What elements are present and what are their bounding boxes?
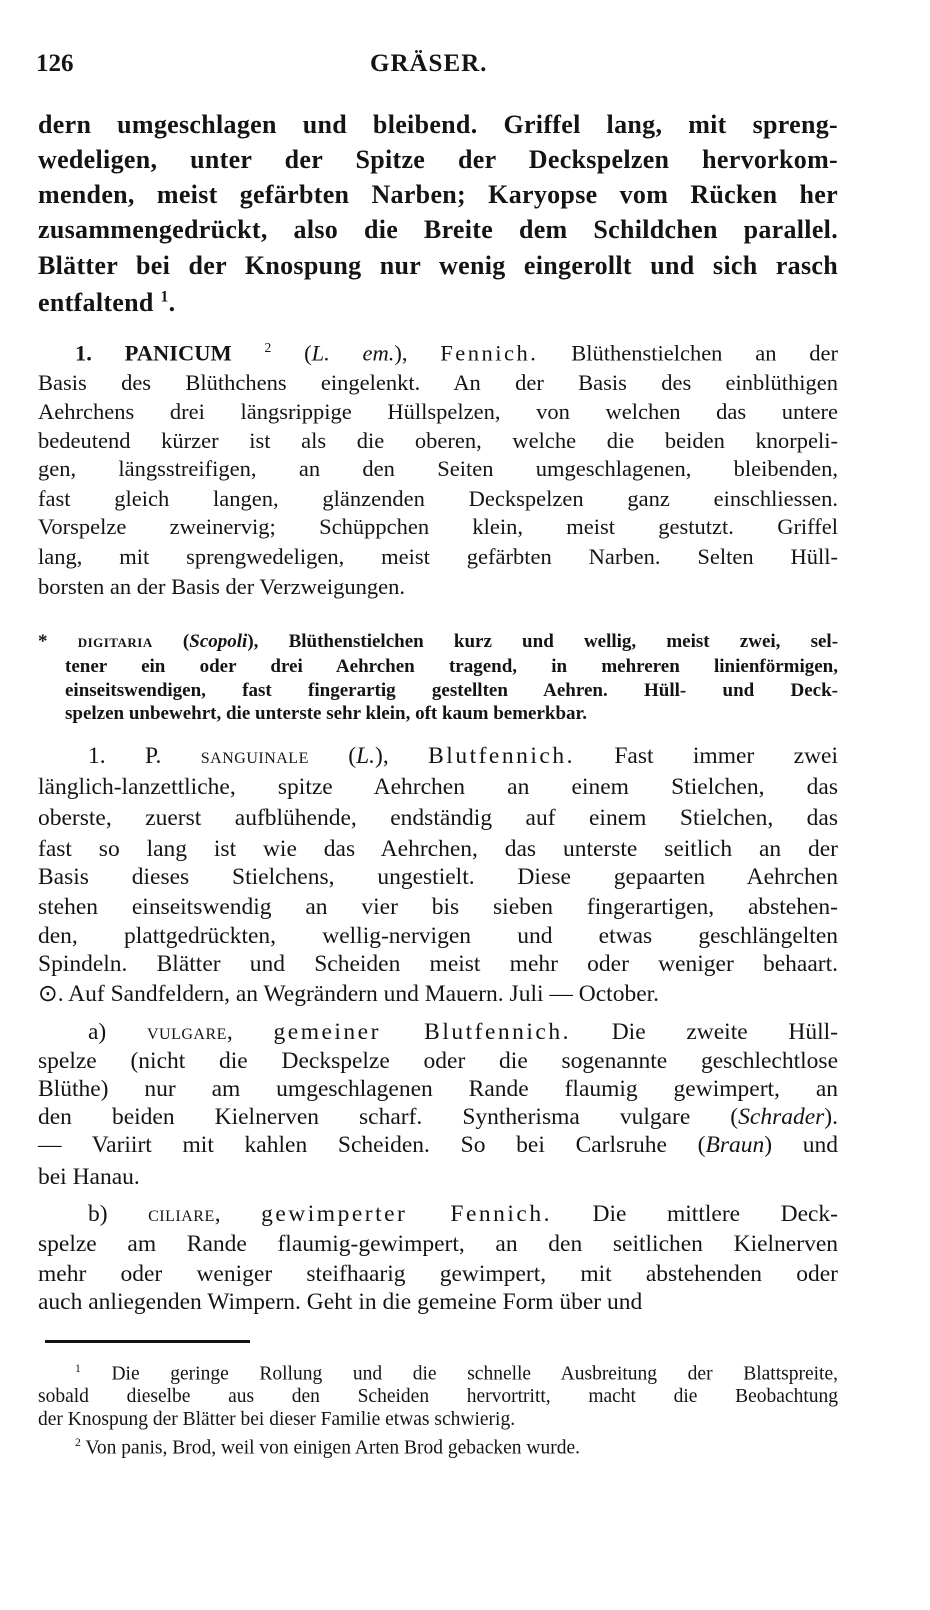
text-line [38, 631, 838, 653]
text-segment: der Knospung der Blätter bei dieser Familie etwas schwierig. [38, 1409, 516, 1430]
text-segment: mehr oder weniger steifhaarig gewimpert, mit abstehenden oder [38, 1261, 838, 1287]
text-segment: fast gleich langen, glänzenden Deckspelzen ganz einschliessen. [38, 486, 838, 511]
text-segment: Blätter bei der Knospung nur wenig eingerollt und sich rasch [38, 251, 838, 280]
text-line [38, 805, 838, 832]
text-segment: spelze am Rande flaumig-gewimpert, an den seitlichen Kielnerven [38, 1231, 838, 1257]
text-line [38, 574, 838, 600]
text-line [75, 1362, 838, 1386]
text-segment: Von panis, Brod, weil von einigen Arten Brod gebacken wurde. [80, 1437, 580, 1459]
text-line [38, 1231, 838, 1258]
text-line [38, 951, 838, 978]
text-segment: lang, mit sprengwedeligen, meist gefärbten Narben. Selten Hüll- [38, 544, 838, 569]
text-line [65, 656, 838, 678]
text-segment: * [38, 631, 78, 652]
text-segment: vulgare [146, 1019, 227, 1045]
text-segment: ciliare [148, 1201, 215, 1227]
text-line [65, 703, 838, 725]
text-segment: länglich-lanzettliche, spitze Aehrchen an einem Stielchen, das [38, 774, 838, 800]
text-line [38, 456, 838, 482]
text-segment: L. em. [311, 340, 395, 366]
text-line [38, 864, 838, 891]
text-segment: Blutfennich. [428, 743, 575, 769]
text-segment: sanguinale [200, 743, 309, 769]
text-segment: Aehrchens drei längsrippige Hüllspelzen, von welchen das untere [38, 399, 838, 424]
text-segment: menden, meist gefärbten Narben; Karyopse vom Rücken her [38, 180, 838, 209]
text-segment: spelze (nicht die Deckspelze oder die sogenannte geschlechtlose [38, 1048, 838, 1074]
text-segment: Blüthe) nur am umgeschlagenen Rande flaumig gewimpert, an [38, 1076, 838, 1102]
text-segment: Basis des Blüthchens eingelenkt. An der Basis des einblüthigen [38, 370, 838, 395]
text-line [38, 979, 838, 1008]
text-line [38, 215, 838, 245]
text-line [38, 774, 838, 801]
text-segment: borsten an der Basis der Verzweigungen. [38, 574, 405, 599]
text-line [38, 145, 838, 175]
text-segment: L. [356, 743, 376, 769]
text-segment: Die mittlere Deck- [552, 1201, 839, 1227]
text-segment: den beiden Kielnerven scharf. Syntherisma vulgare ( [38, 1104, 739, 1130]
text-line [38, 1048, 838, 1075]
text-segment: Vorspelze zweinervig; Schüppchen klein, meist gestutzt. Griffel [38, 514, 838, 539]
text-segment: Spindeln. Blätter und Scheiden meist mehr oder weniger behaart. [38, 951, 838, 977]
text-segment: , [214, 1201, 262, 1227]
text-segment: . [168, 288, 176, 317]
text-segment: digitaria [77, 631, 153, 652]
text-segment: ( [308, 743, 357, 769]
text-segment: b) [88, 1201, 149, 1227]
text-line [38, 288, 838, 318]
text-segment: — Variirt mit kahlen Scheiden. So bei Carlsruhe ( [38, 1132, 706, 1158]
text-line [88, 1201, 838, 1228]
text-line [38, 1386, 838, 1408]
text-segment: 2 [264, 340, 272, 355]
text-segment: wedeligen, unter der Spitze der Deckspelzen hervorkom- [38, 145, 838, 174]
text-line [65, 680, 838, 702]
text-segment: den, plattgedrückten, wellig-nervigen und etwas geschlängelten [38, 923, 838, 949]
text-segment: dern umgeschlagen und bleibend. Griffel lang, mit spreng- [38, 110, 838, 139]
text-line [38, 836, 838, 863]
text-segment: oberste, zuerst aufblühende, endständig auf einem Stielchen, das [38, 805, 838, 831]
text-segment: Fennich. [440, 340, 539, 366]
text-line [38, 1132, 838, 1159]
text-segment: Basis dieses Stielchens, ungestielt. Diese gepaarten Aehrchen [38, 864, 838, 890]
text-segment: zusammengedrückt, also die Breite dem Schildchen parallel. [38, 215, 838, 244]
text-line [38, 923, 838, 950]
text-line [38, 110, 838, 140]
text-segment: 1. P. [88, 743, 201, 769]
text-segment: stehen einseitswendig an vier bis sieben fingerartigen, abstehen- [38, 894, 838, 920]
running-title: GRÄSER. [370, 50, 488, 77]
text-segment: 1 [160, 288, 169, 306]
text-line [38, 428, 838, 454]
text-segment: Fast immer zwei [574, 743, 838, 769]
text-segment: ), Blüthenstielchen kurz und wellig, meist zwei, sel- [247, 631, 839, 652]
text-line [38, 486, 838, 512]
text-line [75, 340, 838, 367]
text-line [88, 1019, 838, 1046]
text-segment: sobald dieselbe aus den Scheiden hervortritt, macht die Beobachtung [38, 1386, 838, 1407]
text-line [88, 743, 838, 770]
text-line [38, 370, 838, 396]
text-segment: ). [824, 1104, 838, 1130]
page-number: 126 [36, 50, 74, 77]
text-segment: ), [394, 340, 441, 366]
text-segment: bedeutend kürzer ist als die oberen, welche die beiden knorpeli- [38, 428, 838, 453]
text-line [75, 1436, 838, 1460]
text-line [38, 894, 838, 921]
text-segment: 1 [75, 1362, 81, 1375]
text-segment: Blüthenstielchen an der [538, 340, 838, 366]
text-segment: Scopoli [189, 631, 248, 652]
text-line [38, 1104, 838, 1131]
text-segment: ( [271, 340, 312, 366]
text-segment: ) und [764, 1132, 838, 1158]
text-line [38, 399, 838, 425]
text-segment: entfaltend [38, 288, 161, 317]
text-line [38, 1289, 838, 1316]
text-segment: gewimperter Fennich. [261, 1201, 552, 1227]
text-segment: Braun [705, 1132, 765, 1158]
text-line [38, 1409, 838, 1431]
text-segment: Schrader [738, 1104, 825, 1130]
text-segment: auch anliegenden Wimpern. Geht in die gemeine Form über und [38, 1289, 643, 1315]
text-segment: 1. PANICUM [75, 340, 265, 366]
text-segment: ⊙. Auf Sandfeldern, an Wegrändern und Mauern. Juli — October. [38, 981, 660, 1007]
text-segment: einseitswendigen, fast fingerartig gestellten Aehren. Hüll- und Deck- [65, 680, 838, 701]
text-segment: gemeiner Blutfennich. [273, 1019, 571, 1045]
text-segment: gen, längsstreifigen, an den Seiten umgeschlagenen, bleibenden, [38, 456, 838, 481]
text-line [38, 251, 838, 281]
text-segment: 2 [75, 1436, 81, 1449]
text-segment: Die geringe Rollung und die schnelle Ausbreitung der Blattspreite, [80, 1363, 838, 1385]
text-line [38, 544, 838, 570]
text-segment: a) [88, 1019, 147, 1045]
text-line [38, 1164, 838, 1191]
footnote-rule [45, 1340, 250, 1343]
text-line [38, 1261, 838, 1288]
text-segment: fast so lang ist wie das Aehrchen, das unterste seitlich an der [38, 836, 838, 862]
text-segment: ), [375, 743, 429, 769]
text-segment: , [226, 1019, 274, 1045]
text-segment: spelzen unbewehrt, die unterste sehr klein, oft kaum bemerkbar. [65, 703, 587, 724]
text-segment: tener ein oder drei Aehrchen tragend, in mehreren linienförmigen, [65, 656, 838, 677]
text-segment: Die zweite Hüll- [570, 1019, 838, 1045]
text-segment: bei Hanau. [38, 1164, 140, 1190]
text-line [38, 514, 838, 540]
text-line [38, 1076, 838, 1103]
text-line [38, 180, 838, 210]
text-segment: ( [152, 631, 190, 652]
